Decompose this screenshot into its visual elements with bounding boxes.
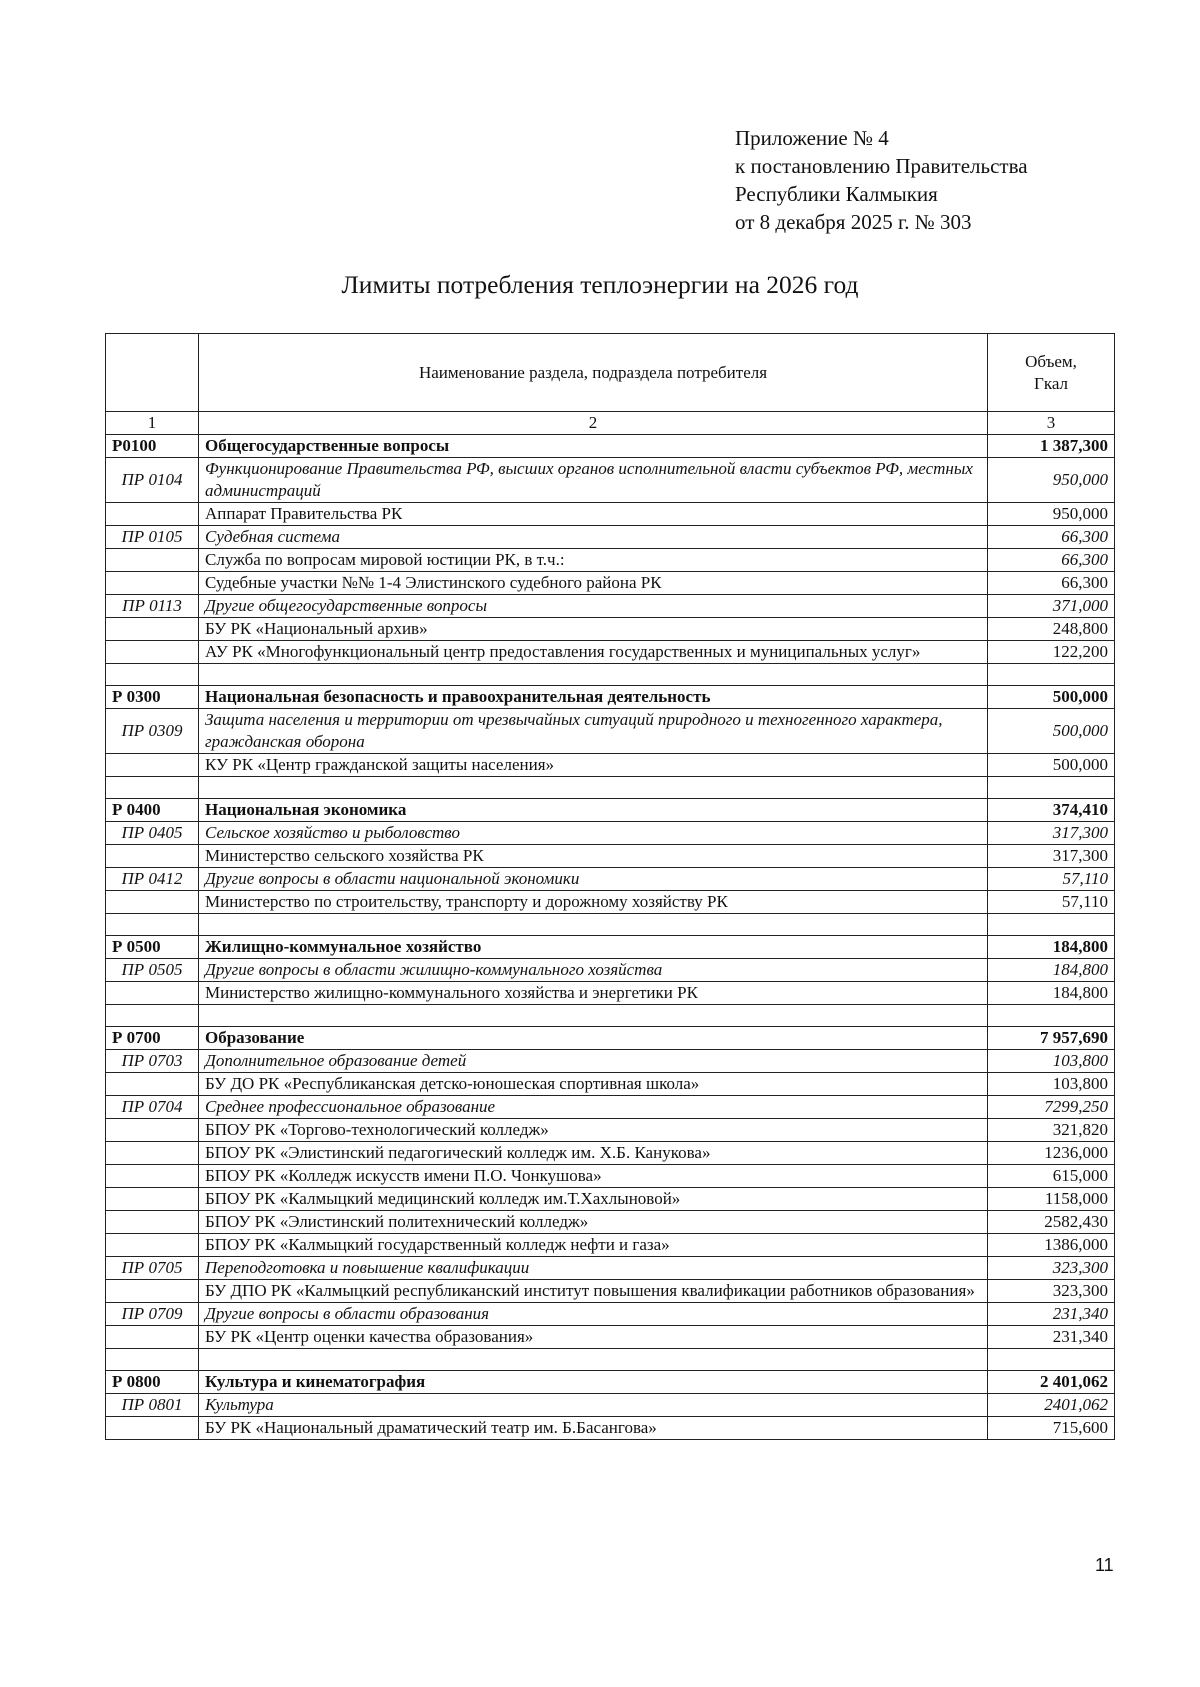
row-value: 103,800 [988, 1073, 1115, 1096]
row-value: 500,000 [988, 709, 1115, 754]
row-name: Общегосударственные вопросы [199, 435, 988, 458]
row-name: БПОУ РК «Колледж искусств имени П.О. Чонкушова» [199, 1165, 988, 1188]
table-row [106, 1234, 1115, 1257]
row-value: 66,300 [988, 549, 1115, 572]
row-value [988, 777, 1115, 799]
annex-line: Приложение № 4 [735, 126, 889, 150]
row-name: Министерство сельского хозяйства РК [199, 845, 988, 868]
annex-line: Республики Калмыкия [735, 182, 938, 206]
row-code [106, 914, 199, 936]
row-name: БПОУ РК «Калмыцкий государственный колледж нефти и газа» [199, 1234, 988, 1257]
row-code: Р 0800 [106, 1371, 199, 1394]
column-number: 2 [199, 412, 988, 435]
row-value: 184,800 [988, 982, 1115, 1005]
column-number-row [106, 412, 1115, 435]
row-name: БУ РК «Национальный архив» [199, 618, 988, 641]
header-cell-code [106, 334, 199, 412]
row-value: 184,800 [988, 936, 1115, 959]
row-value: 321,820 [988, 1119, 1115, 1142]
row-name [199, 1349, 988, 1371]
row-code: Р 0300 [106, 686, 199, 709]
table-row [106, 914, 1115, 936]
table-row [106, 618, 1115, 641]
row-value: 615,000 [988, 1165, 1115, 1188]
row-code [106, 845, 199, 868]
row-value: 317,300 [988, 822, 1115, 845]
row-code [106, 1280, 199, 1303]
row-value: 950,000 [988, 458, 1115, 503]
row-name [199, 914, 988, 936]
row-name: Культура и кинематография [199, 1371, 988, 1394]
row-name: БПОУ РК «Элистинский педагогический колледж им. Х.Б. Канукова» [199, 1142, 988, 1165]
row-name: Министерство жилищно-коммунального хозяйства и энергетики РК [199, 982, 988, 1005]
header-cell-name: Наименование раздела, подраздела потребителя [199, 334, 988, 412]
row-code [106, 549, 199, 572]
row-name: Дополнительное образование детей [199, 1050, 988, 1073]
table-row [106, 982, 1115, 1005]
table-row [106, 1005, 1115, 1027]
row-name: БУ ДО РК «Республиканская детско-юношеская спортивная школа» [199, 1073, 988, 1096]
row-name: БПОУ РК «Элистинский политехнический колледж» [199, 1211, 988, 1234]
table-row [106, 1371, 1115, 1394]
row-name: Жилищно-коммунальное хозяйство [199, 936, 988, 959]
row-name: Другие общегосударственные вопросы [199, 595, 988, 618]
table-row [106, 1257, 1115, 1280]
row-code: ПР 0505 [106, 959, 199, 982]
row-code: ПР 0709 [106, 1303, 199, 1326]
row-value: 231,340 [988, 1303, 1115, 1326]
row-value: 248,800 [988, 618, 1115, 641]
row-name [199, 664, 988, 686]
row-code [106, 754, 199, 777]
row-code [106, 1119, 199, 1142]
row-value: 500,000 [988, 754, 1115, 777]
row-code [106, 1234, 199, 1257]
row-value: 323,300 [988, 1280, 1115, 1303]
row-name: Другие вопросы в области жилищно-коммунального хозяйства [199, 959, 988, 982]
row-name: БПОУ РК «Калмыцкий медицинский колледж им.Т.Хахлыновой» [199, 1188, 988, 1211]
row-name: Образование [199, 1027, 988, 1050]
row-code: Р0100 [106, 435, 199, 458]
table-row [106, 1349, 1115, 1371]
row-value: 1386,000 [988, 1234, 1115, 1257]
row-code [106, 1073, 199, 1096]
row-value: 184,800 [988, 959, 1115, 982]
row-name: БУ РК «Национальный драматический театр им. Б.Басангова» [199, 1417, 988, 1440]
row-code [106, 572, 199, 595]
row-value: 715,600 [988, 1417, 1115, 1440]
row-code: Р 0400 [106, 799, 199, 822]
annex-line: к постановлению Правительства [735, 154, 1028, 178]
row-code: ПР 0309 [106, 709, 199, 754]
row-value: 103,800 [988, 1050, 1115, 1073]
table-row [106, 1119, 1115, 1142]
table-row [106, 754, 1115, 777]
row-name: Аппарат Правительства РК [199, 503, 988, 526]
row-value: 122,200 [988, 641, 1115, 664]
row-value: 1236,000 [988, 1142, 1115, 1165]
row-code [106, 641, 199, 664]
table-row [106, 709, 1115, 754]
column-number: 3 [988, 412, 1115, 435]
row-name: Судебная система [199, 526, 988, 549]
column-number: 1 [106, 412, 199, 435]
table-row [106, 1142, 1115, 1165]
row-value: 323,300 [988, 1257, 1115, 1280]
row-code [106, 1142, 199, 1165]
row-value: 7 957,690 [988, 1027, 1115, 1050]
table-row [106, 1050, 1115, 1073]
table-row [106, 959, 1115, 982]
row-code: ПР 0705 [106, 1257, 199, 1280]
row-name [199, 1005, 988, 1027]
row-code [106, 664, 199, 686]
table-row [106, 641, 1115, 664]
row-name: Сельское хозяйство и рыболовство [199, 822, 988, 845]
table-row [106, 1211, 1115, 1234]
table-row [106, 595, 1115, 618]
table-row [106, 1303, 1115, 1326]
row-value: 66,300 [988, 526, 1115, 549]
row-value: 2582,430 [988, 1211, 1115, 1234]
row-value [988, 1005, 1115, 1027]
row-value: 317,300 [988, 845, 1115, 868]
row-code [106, 503, 199, 526]
row-code [106, 982, 199, 1005]
row-name: Среднее профессиональное образование [199, 1096, 988, 1119]
row-name: Функционирование Правительства РФ, высших органов исполнительной власти субъектов РФ, местных администраций [199, 458, 988, 503]
table-row [106, 1394, 1115, 1417]
row-value: 2 401,062 [988, 1371, 1115, 1394]
table-row [106, 549, 1115, 572]
table-row [106, 799, 1115, 822]
table-row [106, 1326, 1115, 1349]
row-value [988, 914, 1115, 936]
row-code [106, 891, 199, 914]
table-row [106, 777, 1115, 799]
table-row [106, 1096, 1115, 1119]
row-code [106, 1211, 199, 1234]
header-volume-line: Объем, [1025, 351, 1077, 371]
row-code [106, 1188, 199, 1211]
row-name: АУ РК «Многофункциональный центр предоставления государственных и муниципальных услуг» [199, 641, 988, 664]
header-volume-line: Гкал [1033, 373, 1068, 393]
table-row [106, 664, 1115, 686]
annex-block [735, 124, 1028, 236]
row-code: ПР 0405 [106, 822, 199, 845]
limits-table [105, 333, 1115, 1440]
table-row [106, 1027, 1115, 1050]
row-value: 500,000 [988, 686, 1115, 709]
table-row [106, 1073, 1115, 1096]
row-name: Переподготовка и повышение квалификации [199, 1257, 988, 1280]
row-value: 374,410 [988, 799, 1115, 822]
table-row [106, 572, 1115, 595]
table-row [106, 891, 1115, 914]
row-code [106, 1165, 199, 1188]
table-row [106, 1417, 1115, 1440]
row-name: БУ ДПО РК «Калмыцкий республиканский институт повышения квалификации работников образования» [199, 1280, 988, 1303]
row-value: 57,110 [988, 891, 1115, 914]
header-cell-volume [988, 334, 1115, 412]
row-name: КУ РК «Центр гражданской защиты населения» [199, 754, 988, 777]
row-value [988, 664, 1115, 686]
table-row [106, 503, 1115, 526]
table-row [106, 845, 1115, 868]
table-row [106, 936, 1115, 959]
row-name: Другие вопросы в области национальной экономики [199, 868, 988, 891]
table-row [106, 868, 1115, 891]
row-code: Р 0700 [106, 1027, 199, 1050]
row-code [106, 618, 199, 641]
row-value: 66,300 [988, 572, 1115, 595]
table-row [106, 1188, 1115, 1211]
row-code [106, 1417, 199, 1440]
page-number: 11 [1095, 1555, 1114, 1575]
row-name: Национальная экономика [199, 799, 988, 822]
row-code: ПР 0704 [106, 1096, 199, 1119]
row-code: Р 0500 [106, 936, 199, 959]
row-name: Судебные участки №№ 1-4 Элистинского судебного района РК [199, 572, 988, 595]
row-name: Другие вопросы в области образования [199, 1303, 988, 1326]
row-value: 371,000 [988, 595, 1115, 618]
row-code [106, 1349, 199, 1371]
row-code: ПР 0113 [106, 595, 199, 618]
table-row [106, 458, 1115, 503]
row-name: Служба по вопросам мировой юстиции РК, в т.ч.: [199, 549, 988, 572]
row-name: Национальная безопасность и правоохранительная деятельность [199, 686, 988, 709]
row-value: 1158,000 [988, 1188, 1115, 1211]
table-row [106, 1165, 1115, 1188]
table-row [106, 435, 1115, 458]
row-name: БУ РК «Центр оценки качества образования» [199, 1326, 988, 1349]
document-title: Лимиты потребления теплоэнергии на 2026 год [341, 270, 859, 299]
table-row [106, 822, 1115, 845]
table-row [106, 1280, 1115, 1303]
table-row [106, 686, 1115, 709]
row-value [988, 1349, 1115, 1371]
row-code [106, 1326, 199, 1349]
row-value: 2401,062 [988, 1394, 1115, 1417]
row-code [106, 1005, 199, 1027]
row-code: ПР 0412 [106, 868, 199, 891]
row-name: Культура [199, 1394, 988, 1417]
row-name: Министерство по строительству, транспорту и дорожному хозяйству РК [199, 891, 988, 914]
row-code: ПР 0104 [106, 458, 199, 503]
row-value: 1 387,300 [988, 435, 1115, 458]
row-code: ПР 0703 [106, 1050, 199, 1073]
row-code: ПР 0105 [106, 526, 199, 549]
annex-line: от 8 декабря 2025 г. № 303 [735, 210, 972, 234]
row-value: 950,000 [988, 503, 1115, 526]
row-code [106, 777, 199, 799]
row-value: 231,340 [988, 1326, 1115, 1349]
row-code: ПР 0801 [106, 1394, 199, 1417]
row-name: БПОУ РК «Торгово-технологический колледж» [199, 1119, 988, 1142]
table-header-row [106, 334, 1115, 412]
table-row [106, 526, 1115, 549]
row-name [199, 777, 988, 799]
row-name: Защита населения и территории от чрезвычайных ситуаций природного и техногенного характера, гражданская оборона [199, 709, 988, 754]
row-value: 57,110 [988, 868, 1115, 891]
row-value: 7299,250 [988, 1096, 1115, 1119]
